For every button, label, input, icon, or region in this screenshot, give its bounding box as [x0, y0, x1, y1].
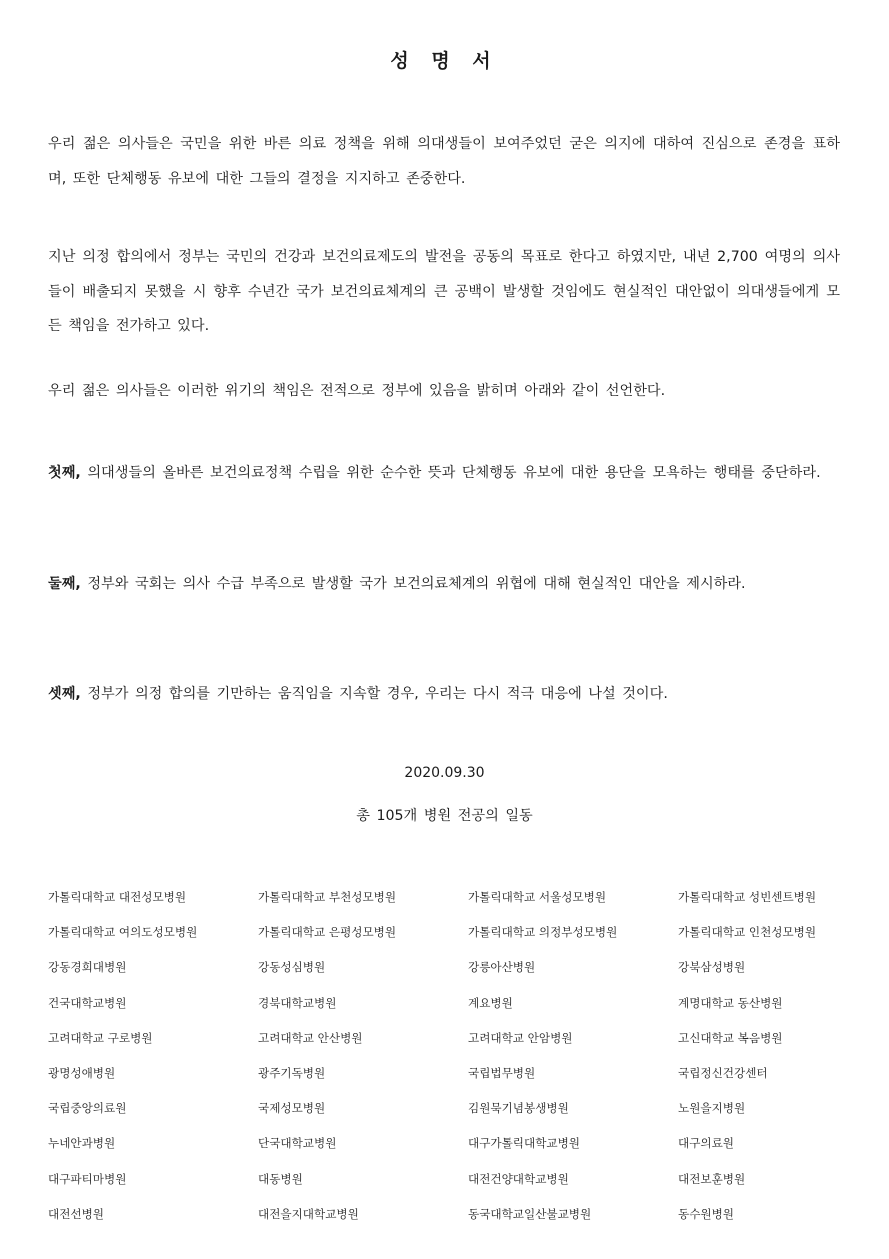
hospital-name: 강동경희대병원	[48, 960, 127, 975]
hospital-name: 대구파티마병원	[48, 1171, 127, 1186]
hospital-name: 고려대학교 안암병원	[468, 1030, 573, 1045]
hospital-name: 동국대학교일산불교병원	[468, 1206, 592, 1221]
hospital-name: 동수원병원	[678, 1206, 734, 1221]
hospital-name: 대전선병원	[48, 1206, 104, 1221]
hospital-name: 강북삼성병원	[678, 960, 746, 975]
hospital-name: 가톨릭대학교 의정부성모병원	[468, 925, 618, 940]
hospital-name: 경북대학교병원	[258, 995, 337, 1010]
hospital-name: 국립중앙의료원	[48, 1101, 127, 1116]
hospital-name: 가톨릭대학교 대전성모병원	[48, 890, 187, 904]
hospital-name: 고신대학교 복음병원	[678, 1030, 783, 1045]
paragraph-text: 우리 젊은 의사들은 이러한 위기의 책임은 전적으로 정부에 있음을 밝히며 아래와 같이 선언한다.	[48, 383, 666, 399]
paragraph-text: 지난 의정 합의에서 정부는 국민의 건강과 보건의료제도의 발전을 공동의 목표로 한다고 하였지만, 내년 2,700 여명의 의사들이 배출되지 못했을 시 향후 수년간 국가 보건의료체계의 큰 공백이 발생할 것임에도 현실적인 대안없이 의대생들에게 모든 책임을 전가하고 있다.	[48, 249, 840, 334]
demand-third	[48, 677, 840, 712]
hospital-name: 가톨릭대학교 인천성모병원	[678, 925, 817, 940]
hospital-name: 국립법무병원	[468, 1065, 536, 1080]
statement-paragraph-2	[48, 240, 840, 344]
hospital-name: 대전을지대학교병원	[258, 1206, 359, 1221]
document-title: 성 명 서	[390, 50, 499, 72]
demand-lead: 둘째,	[48, 576, 81, 592]
hospital-name: 광주기독병원	[258, 1065, 326, 1080]
statement-date: 2020.09.30	[404, 765, 485, 781]
hospital-name: 누네안과병원	[48, 1136, 116, 1151]
hospital-name: 계요병원	[468, 995, 513, 1010]
demand-lead: 셋째,	[48, 686, 81, 702]
hospital-name: 단국대학교병원	[258, 1136, 337, 1151]
demand-lead: 첫째,	[48, 465, 81, 481]
statement-signer: 총 105개 병원 전공의 일동	[356, 808, 533, 824]
hospital-name: 강동성심병원	[258, 960, 326, 975]
demand-second	[48, 567, 840, 602]
statement-paragraph-1	[48, 127, 840, 196]
hospital-name: 계명대학교 동산병원	[678, 995, 783, 1010]
demand-first	[48, 456, 840, 491]
demand-text: 정부와 국회는 의사 수급 부족으로 발생할 국가 보건의료체계의 위협에 대해 현실적인 대안을 제시하라.	[80, 576, 746, 592]
hospital-name: 가톨릭대학교 부천성모병원	[258, 890, 397, 904]
hospital-name: 가톨릭대학교 성빈센트병원	[678, 890, 817, 904]
demand-text: 정부가 의정 합의를 기만하는 움직임을 지속할 경우, 우리는 다시 적극 대응에 나설 것이다.	[80, 686, 668, 702]
hospital-name: 노원을지병원	[678, 1101, 746, 1116]
hospital-name: 건국대학교병원	[48, 995, 127, 1010]
paragraph-text: 우리 젊은 의사들은 국민을 위한 바른 의료 정책을 위해 의대생들이 보여주었던 굳은 의지에 대하여 진심으로 존경을 표하며, 또한 단체행동 유보에 대한 그들의 결정을 지지하고 존중한다.	[48, 136, 840, 187]
hospital-list	[48, 885, 848, 1237]
hospital-name: 광명성애병원	[48, 1065, 116, 1080]
hospital-name: 김원묵기념봉생병원	[468, 1101, 569, 1116]
hospital-name: 대구의료원	[678, 1136, 734, 1151]
hospital-name: 가톨릭대학교 서울성모병원	[468, 890, 607, 904]
hospital-name: 대전보훈병원	[678, 1171, 746, 1186]
hospital-name: 국립정신건강센터	[678, 1065, 768, 1080]
hospital-name: 국제성모병원	[258, 1101, 326, 1116]
hospital-name: 대동병원	[258, 1171, 303, 1186]
demand-text: 의대생들의 올바른 보건의료정책 수립을 위한 순수한 뜻과 단체행동 유보에 대한 용단을 모욕하는 행태를 중단하라.	[80, 465, 821, 481]
hospital-name: 고려대학교 구로병원	[48, 1030, 153, 1045]
hospital-name: 대전건양대학교병원	[468, 1171, 569, 1186]
hospital-name: 고려대학교 안산병원	[258, 1030, 363, 1045]
hospital-name: 강릉아산병원	[468, 960, 536, 975]
hospital-name: 대구가톨릭대학교병원	[468, 1136, 580, 1151]
hospital-name: 가톨릭대학교 은평성모병원	[258, 925, 397, 940]
statement-paragraph-3	[48, 374, 840, 409]
hospital-name: 가톨릭대학교 여의도성모병원	[48, 925, 198, 940]
